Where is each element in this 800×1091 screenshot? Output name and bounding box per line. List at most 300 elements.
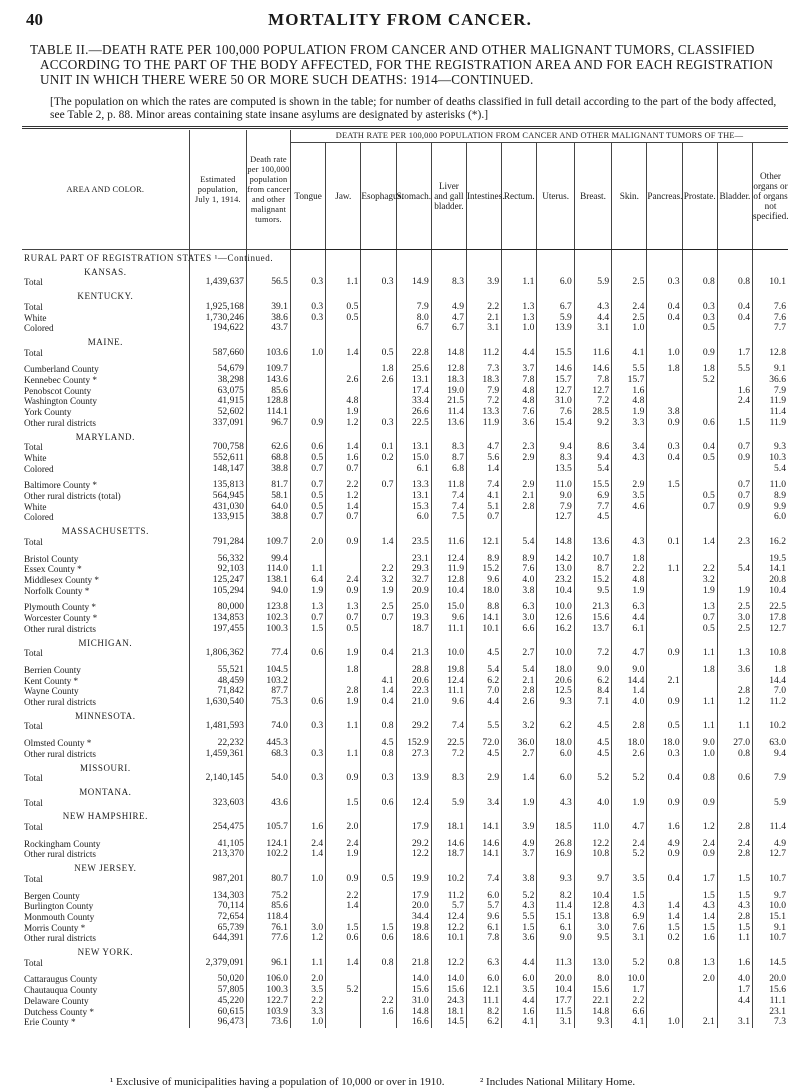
empty-cell <box>290 808 325 822</box>
part-rate-cell: 2.3 <box>717 537 752 548</box>
part-rate-cell: 0.8 <box>717 749 752 760</box>
empty-cell <box>537 523 574 537</box>
table-row <box>22 624 788 635</box>
area-name <box>22 1007 189 1018</box>
part-rate-cell: 2.4 <box>612 839 647 850</box>
part-rate-cell: 1.9 <box>682 586 717 597</box>
empty-cell <box>502 784 537 798</box>
area-name <box>22 624 189 635</box>
part-rate-cell: 0.3 <box>647 442 682 453</box>
table-row <box>22 933 788 944</box>
empty-cell <box>467 808 502 822</box>
part-rate-cell: 3.9 <box>502 822 537 833</box>
part-rate-cell: 25.0 <box>396 602 431 613</box>
empty-cell <box>246 288 290 302</box>
part-rate-cell: 3.1 <box>612 933 647 944</box>
part-rate-cell: 9.1 <box>753 923 788 934</box>
part-rate-cell: 6.0 <box>502 974 537 985</box>
part-rate-cell: 7.4 <box>431 721 466 732</box>
part-rate-cell: 0.7 <box>326 512 361 523</box>
part-rate-cell: 2.6 <box>612 749 647 760</box>
empty-cell <box>612 334 647 348</box>
population-cell: 552,611 <box>189 453 246 464</box>
part-rate-cell: 6.7 <box>396 323 431 334</box>
area-label: Essex County * <box>24 564 82 575</box>
part-rate-cell: 21.5 <box>431 396 466 407</box>
table-row <box>22 985 788 996</box>
part-rate-cell: 12.8 <box>753 348 788 359</box>
part-rate-cell: 0.3 <box>361 277 396 288</box>
part-rate-cell: 3.6 <box>502 933 537 944</box>
part-rate-cell: 7.9 <box>537 502 574 513</box>
part-rate-cell: 9.6 <box>467 912 502 923</box>
death-rate-cell: 80.7 <box>246 874 290 885</box>
part-rate-cell: 4.0 <box>717 974 752 985</box>
part-rate-cell: 20.8 <box>753 575 788 586</box>
area-label: Other rural districts <box>24 697 96 708</box>
area-name <box>22 665 189 676</box>
area-label: Berrien County <box>24 664 81 675</box>
area-name <box>22 773 189 784</box>
population-cell: 71,842 <box>189 686 246 697</box>
part-rate-cell: 0.7 <box>361 613 396 624</box>
part-rate-cell: 0.4 <box>682 442 717 453</box>
part-rate-cell: 32.7 <box>396 575 431 586</box>
empty-cell <box>682 429 717 443</box>
part-rate-cell: 4.8 <box>326 396 361 407</box>
part-rate-cell: 9.4 <box>537 442 574 453</box>
empty-cell <box>189 808 246 822</box>
part-rate-cell: 25.6 <box>396 364 431 375</box>
part-rate-cell: 16.2 <box>537 624 574 635</box>
part-rate-cell: 1.9 <box>290 586 325 597</box>
table-row <box>22 564 788 575</box>
part-rate-cell: 3.5 <box>612 874 647 885</box>
col-part-4: Liver and gall bladder. <box>431 143 466 250</box>
part-rate-cell: 1.5 <box>290 624 325 635</box>
empty-cell <box>647 429 682 443</box>
population-cell: 41,915 <box>189 396 246 407</box>
part-rate-cell: 15.0 <box>431 602 466 613</box>
empty-cell <box>361 250 396 264</box>
part-rate-cell: 16.2 <box>753 537 788 548</box>
empty-cell <box>647 944 682 958</box>
empty-cell <box>431 250 466 264</box>
empty-cell <box>189 523 246 537</box>
part-rate-cell: 8.3 <box>431 277 466 288</box>
death-rate-cell: 445.3 <box>246 738 290 749</box>
part-rate-cell: 1.6 <box>717 958 752 969</box>
part-rate-cell: 5.5 <box>467 721 502 732</box>
part-rate-cell: 2.2 <box>612 996 647 1007</box>
part-rate-cell: 1.3 <box>502 313 537 324</box>
part-rate-cell: 14.5 <box>431 1017 466 1028</box>
population-cell: 70,114 <box>189 901 246 912</box>
part-rate-cell: 9.6 <box>431 613 466 624</box>
part-rate-cell: 9.9 <box>753 502 788 513</box>
part-rate-cell: 0.7 <box>290 512 325 523</box>
empty-cell <box>753 860 788 874</box>
area-label: Dutchess County * <box>24 1006 94 1017</box>
part-rate-cell: 1.5 <box>647 480 682 491</box>
empty-cell <box>753 784 788 798</box>
part-rate-cell: 7.9 <box>753 386 788 397</box>
area-name <box>22 648 189 659</box>
part-rate-cell: 18.0 <box>467 586 502 597</box>
part-rate-cell: 2.8 <box>502 502 537 513</box>
col-death-rate: Death rate per 100,000 population from cancer and other malignant tumors. <box>246 130 290 250</box>
part-rate-cell: 10.4 <box>537 985 574 996</box>
empty-cell <box>612 429 647 443</box>
section-heading: RURAL PART OF REGISTRATION STATES ¹—Continued. <box>24 253 274 263</box>
part-rate-cell: 7.2 <box>574 396 611 407</box>
empty-cell <box>717 250 752 264</box>
empty-cell <box>246 635 290 649</box>
population-cell: 52,602 <box>189 407 246 418</box>
col-part-7: Uterus. <box>537 143 574 250</box>
part-rate-cell: 1.2 <box>717 697 752 708</box>
empty-cell <box>361 808 396 822</box>
empty-cell <box>682 860 717 874</box>
part-rate-cell: 1.9 <box>361 586 396 597</box>
part-rate-cell: 7.6 <box>753 302 788 313</box>
part-rate-cell: 1.8 <box>682 665 717 676</box>
table-row <box>22 537 788 548</box>
population-cell: 644,391 <box>189 933 246 944</box>
empty-cell <box>326 523 361 537</box>
part-rate-cell: 10.1 <box>467 624 502 635</box>
part-rate-cell: 3.0 <box>290 923 325 934</box>
table-row <box>22 697 788 708</box>
part-rate-cell: 18.0 <box>537 738 574 749</box>
part-rate-cell: 3.5 <box>290 985 325 996</box>
area-label: White <box>24 312 47 323</box>
part-rate-cell: 11.8 <box>431 480 466 491</box>
col-part-2: Esophagus. <box>361 143 396 250</box>
section-heading: MINNESOTA. <box>75 710 136 721</box>
section-heading-row <box>22 334 788 348</box>
section-heading: MISSOURI. <box>80 762 131 773</box>
empty-cell <box>326 808 361 822</box>
part-rate-cell: 0.8 <box>361 721 396 732</box>
empty-cell <box>753 334 788 348</box>
part-rate-cell: 1.4 <box>290 849 325 860</box>
part-rate-cell: 0.4 <box>361 648 396 659</box>
part-rate-cell: 0.9 <box>647 849 682 860</box>
death-rate-cell: 99.4 <box>246 554 290 565</box>
part-rate-cell: 1.3 <box>717 648 752 659</box>
empty-cell <box>682 760 717 774</box>
empty-cell <box>574 250 611 264</box>
population-cell: 96,473 <box>189 1017 246 1028</box>
part-rate-cell: 7.4 <box>467 480 502 491</box>
death-rate-cell: 94.0 <box>246 586 290 597</box>
empty-cell <box>467 635 502 649</box>
part-rate-cell: 1.1 <box>326 277 361 288</box>
part-rate-cell: 21.8 <box>396 958 431 969</box>
part-rate-cell: 18.3 <box>431 375 466 386</box>
part-rate-cell: 2.1 <box>682 1017 717 1028</box>
part-rate-cell: 26.6 <box>396 407 431 418</box>
part-rate-cell: 8.6 <box>574 442 611 453</box>
part-rate-cell: 14.5 <box>753 958 788 969</box>
part-rate-cell: 7.9 <box>467 386 502 397</box>
empty-cell <box>431 784 466 798</box>
population-cell: 197,455 <box>189 624 246 635</box>
part-rate-cell: 11.4 <box>537 901 574 912</box>
part-rate-cell: 34.4 <box>396 912 431 923</box>
part-rate-cell: 12.1 <box>467 537 502 548</box>
part-rate-cell: 3.2 <box>682 575 717 586</box>
area-name <box>22 686 189 697</box>
part-rate-cell: 14.8 <box>431 348 466 359</box>
death-rate-cell: 143.6 <box>246 375 290 386</box>
part-rate-cell: 7.0 <box>467 686 502 697</box>
col-area: AREA AND COLOR. <box>22 130 189 250</box>
page-number: 40 <box>26 10 43 29</box>
part-rate-cell: 9.4 <box>753 749 788 760</box>
part-rate-cell: 2.6 <box>502 697 537 708</box>
part-rate-cell: 1.4 <box>647 901 682 912</box>
part-rate-cell: 17.9 <box>396 891 431 902</box>
part-rate-cell: 1.8 <box>753 665 788 676</box>
part-rate-cell: 6.0 <box>396 512 431 523</box>
empty-cell <box>396 429 431 443</box>
empty-cell <box>612 784 647 798</box>
part-rate-cell: 17.7 <box>537 996 574 1007</box>
empty-cell <box>290 784 325 798</box>
part-rate-cell: 11.4 <box>753 822 788 833</box>
empty-cell <box>647 288 682 302</box>
part-rate-cell: 8.3 <box>537 453 574 464</box>
part-rate-cell: 1.7 <box>717 985 752 996</box>
empty-cell <box>326 288 361 302</box>
part-rate-cell <box>326 1017 361 1028</box>
part-rate-cell: 4.8 <box>612 396 647 407</box>
death-rate-cell: 81.7 <box>246 480 290 491</box>
part-rate-cell <box>361 323 396 334</box>
part-rate-cell: 4.3 <box>537 798 574 809</box>
part-rate-cell: 0.1 <box>361 442 396 453</box>
population-cell: 55,521 <box>189 665 246 676</box>
part-rate-cell: 5.4 <box>502 537 537 548</box>
death-rate-cell: 96.1 <box>246 958 290 969</box>
part-rate-cell: 5.5 <box>502 912 537 923</box>
empty-cell <box>502 523 537 537</box>
part-rate-cell: 2.8 <box>717 822 752 833</box>
part-rate-cell: 4.5 <box>574 512 611 523</box>
population-cell: 92,103 <box>189 564 246 575</box>
part-rate-cell: 13.1 <box>396 442 431 453</box>
part-rate-cell: 1.5 <box>717 874 752 885</box>
area-name <box>22 464 189 475</box>
part-rate-cell: 5.2 <box>326 985 361 996</box>
part-rate-cell: 7.6 <box>753 313 788 324</box>
table-row <box>22 386 788 397</box>
part-rate-cell: 2.6 <box>361 375 396 386</box>
part-rate-cell: 0.3 <box>682 302 717 313</box>
part-rate-cell: 12.7 <box>537 512 574 523</box>
section-heading-row <box>22 860 788 874</box>
part-rate-cell <box>647 375 682 386</box>
part-rate-cell: 29.2 <box>396 839 431 850</box>
part-rate-cell: 7.4 <box>431 502 466 513</box>
part-rate-cell: 10.1 <box>431 933 466 944</box>
part-rate-cell: 6.7 <box>537 302 574 313</box>
area-label: Colored <box>24 463 54 474</box>
part-rate-cell: 1.3 <box>326 602 361 613</box>
part-rate-cell: 10.1 <box>753 277 788 288</box>
empty-cell <box>753 264 788 278</box>
empty-cell <box>717 288 752 302</box>
empty-cell <box>361 708 396 722</box>
area-label: Colored <box>24 323 54 334</box>
part-rate-cell: 5.2 <box>574 773 611 784</box>
col-part-6: Rectum. <box>502 143 537 250</box>
part-rate-cell: 0.4 <box>647 773 682 784</box>
part-rate-cell: 14.1 <box>467 849 502 860</box>
section-heading: NEW YORK. <box>77 947 134 958</box>
part-rate-cell: 4.3 <box>717 901 752 912</box>
part-rate-cell: 15.6 <box>753 985 788 996</box>
part-rate-cell <box>647 974 682 985</box>
empty-cell <box>574 288 611 302</box>
empty-cell <box>361 860 396 874</box>
part-rate-cell: 0.7 <box>326 464 361 475</box>
population-cell: 65,739 <box>189 923 246 934</box>
part-rate-cell: 1.9 <box>612 586 647 597</box>
part-rate-cell: 2.0 <box>290 974 325 985</box>
population-cell: 133,915 <box>189 512 246 523</box>
area-label: Total <box>24 721 43 732</box>
part-rate-cell: 1.6 <box>612 386 647 397</box>
part-rate-cell: 2.9 <box>502 480 537 491</box>
part-rate-cell: 6.2 <box>574 676 611 687</box>
section-heading-row <box>22 429 788 443</box>
part-rate-cell: 2.4 <box>717 839 752 850</box>
death-rate-cell: 109.7 <box>246 364 290 375</box>
empty-cell <box>467 264 502 278</box>
part-rate-cell: 0.3 <box>647 277 682 288</box>
part-rate-cell: 4.1 <box>612 1017 647 1028</box>
empty-cell <box>467 429 502 443</box>
part-rate-cell <box>502 464 537 475</box>
empty-cell <box>717 523 752 537</box>
area-name <box>22 822 189 833</box>
part-rate-cell: 2.2 <box>682 564 717 575</box>
part-rate-cell <box>361 302 396 313</box>
area-name <box>22 676 189 687</box>
empty-cell <box>612 250 647 264</box>
empty-cell <box>290 760 325 774</box>
part-rate-cell: 4.3 <box>682 901 717 912</box>
part-rate-cell: 6.2 <box>467 1017 502 1028</box>
empty-cell <box>361 523 396 537</box>
death-rate-cell: 68.3 <box>246 749 290 760</box>
part-rate-cell: 10.4 <box>537 586 574 597</box>
part-rate-cell: 4.1 <box>361 676 396 687</box>
part-rate-cell: 1.2 <box>682 822 717 833</box>
part-rate-cell: 2.8 <box>717 849 752 860</box>
part-rate-cell <box>361 464 396 475</box>
part-rate-cell: 2.3 <box>502 442 537 453</box>
part-rate-cell: 1.9 <box>326 697 361 708</box>
part-rate-cell: 11.1 <box>431 686 466 697</box>
area-label: Other rural districts <box>24 748 96 759</box>
empty-cell <box>467 523 502 537</box>
part-rate-cell: 6.6 <box>502 624 537 635</box>
part-rate-cell: 12.8 <box>431 575 466 586</box>
empty-cell <box>537 288 574 302</box>
part-rate-cell: 15.6 <box>574 613 611 624</box>
empty-cell <box>431 944 466 958</box>
part-rate-cell: 4.7 <box>612 822 647 833</box>
part-rate-cell: 1.6 <box>290 822 325 833</box>
part-rate-cell: 1.1 <box>290 564 325 575</box>
empty-cell <box>647 760 682 774</box>
table-row <box>22 323 788 334</box>
empty-cell <box>682 784 717 798</box>
part-rate-cell: 2.6 <box>326 375 361 386</box>
area-name <box>22 575 189 586</box>
part-rate-cell: 31.0 <box>396 996 431 1007</box>
part-rate-cell: 13.1 <box>396 491 431 502</box>
part-rate-cell: 6.2 <box>467 676 502 687</box>
empty-cell <box>396 760 431 774</box>
part-rate-cell: 5.5 <box>612 364 647 375</box>
part-rate-cell <box>290 323 325 334</box>
part-rate-cell: 2.4 <box>612 302 647 313</box>
part-rate-cell: 4.6 <box>612 502 647 513</box>
part-rate-cell: 11.9 <box>467 418 502 429</box>
empty-cell <box>612 760 647 774</box>
part-rate-cell: 6.1 <box>467 923 502 934</box>
empty-cell <box>574 760 611 774</box>
part-rate-cell: 2.0 <box>682 974 717 985</box>
part-rate-cell: 19.9 <box>396 874 431 885</box>
population-cell: 987,201 <box>189 874 246 885</box>
table-row <box>22 575 788 586</box>
part-rate-cell <box>290 676 325 687</box>
empty-cell <box>326 760 361 774</box>
empty-cell <box>682 635 717 649</box>
empty-cell <box>717 944 752 958</box>
empty-cell <box>246 784 290 798</box>
empty-cell <box>717 808 752 822</box>
part-rate-cell: 12.4 <box>431 912 466 923</box>
death-rate-cell: 73.6 <box>246 1017 290 1028</box>
empty-cell <box>612 708 647 722</box>
part-rate-cell: 8.9 <box>753 491 788 502</box>
area-name <box>22 418 189 429</box>
part-rate-cell: 22.5 <box>431 738 466 749</box>
part-rate-cell: 1.5 <box>647 923 682 934</box>
part-rate-cell: 3.5 <box>502 985 537 996</box>
part-rate-cell: 5.1 <box>467 502 502 513</box>
part-rate-cell: 0.4 <box>647 453 682 464</box>
part-rate-cell <box>290 901 325 912</box>
death-rate-cell: 54.0 <box>246 773 290 784</box>
empty-cell <box>246 760 290 774</box>
death-rate-cell: 106.0 <box>246 974 290 985</box>
part-rate-cell: 36.6 <box>753 375 788 386</box>
empty-cell <box>326 708 361 722</box>
part-rate-cell: 9.3 <box>537 874 574 885</box>
part-rate-cell: 14.6 <box>574 364 611 375</box>
part-rate-cell: 8.7 <box>431 453 466 464</box>
area-name <box>22 849 189 860</box>
part-rate-cell: 5.5 <box>717 364 752 375</box>
